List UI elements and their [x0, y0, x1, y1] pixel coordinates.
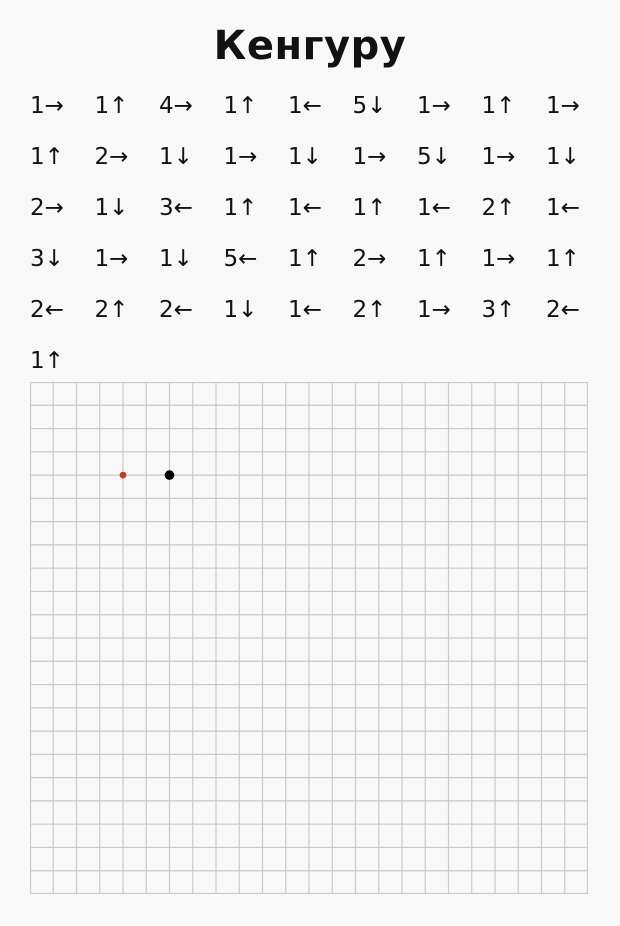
step-44: 3↑ — [481, 297, 516, 323]
grid-canvas[interactable] — [30, 382, 588, 894]
step-41: 1← — [288, 297, 322, 323]
step-37: 2← — [30, 297, 64, 323]
step-40: 1↓ — [223, 297, 258, 323]
step-34: 1↑ — [417, 246, 451, 272]
step-9: 1→ — [546, 93, 580, 119]
step-11: 2→ — [94, 144, 129, 170]
step-42: 2↑ — [352, 297, 387, 323]
step-33: 2→ — [352, 246, 387, 272]
worksheet-title: Кенгуру — [213, 23, 407, 69]
step-5: 1← — [288, 93, 322, 119]
start-dot — [165, 470, 175, 480]
step-20: 1↓ — [94, 195, 129, 221]
step-46: 1↑ — [30, 348, 64, 374]
step-36: 1↑ — [546, 246, 580, 272]
step-25: 1← — [417, 195, 451, 221]
step-24: 1↑ — [352, 195, 387, 221]
step-39: 2← — [159, 297, 193, 323]
step-26: 2↑ — [481, 195, 516, 221]
step-22: 1↑ — [223, 195, 258, 221]
step-17: 1→ — [481, 144, 516, 170]
step-12: 1↓ — [159, 144, 193, 170]
step-35: 1→ — [481, 246, 516, 272]
step-23: 1← — [288, 195, 322, 221]
step-14: 1↓ — [288, 144, 322, 170]
step-18: 1↓ — [546, 144, 580, 170]
step-38: 2↑ — [94, 297, 129, 323]
step-21: 3← — [159, 195, 193, 221]
step-4: 1↑ — [223, 93, 258, 119]
step-32: 1↑ — [288, 246, 322, 272]
step-31: 5← — [223, 246, 258, 272]
step-19: 2→ — [30, 195, 64, 221]
step-28: 3↓ — [30, 246, 64, 272]
step-29: 1→ — [94, 246, 129, 272]
step-7: 1→ — [417, 93, 451, 119]
step-2: 1↑ — [94, 93, 129, 119]
step-45: 2← — [546, 297, 580, 323]
drawing-grid[interactable] — [30, 382, 588, 894]
step-8: 1↑ — [481, 93, 516, 119]
step-16: 5↓ — [417, 144, 451, 170]
step-13: 1→ — [223, 144, 258, 170]
step-30: 1↓ — [159, 246, 193, 272]
hint-dot — [120, 472, 127, 479]
step-1: 1→ — [30, 93, 64, 119]
step-27: 1← — [546, 195, 580, 221]
step-43: 1→ — [417, 297, 451, 323]
step-10: 1↑ — [30, 144, 64, 170]
step-15: 1→ — [352, 144, 387, 170]
step-3: 4→ — [159, 93, 193, 119]
step-6: 5↓ — [352, 93, 387, 119]
